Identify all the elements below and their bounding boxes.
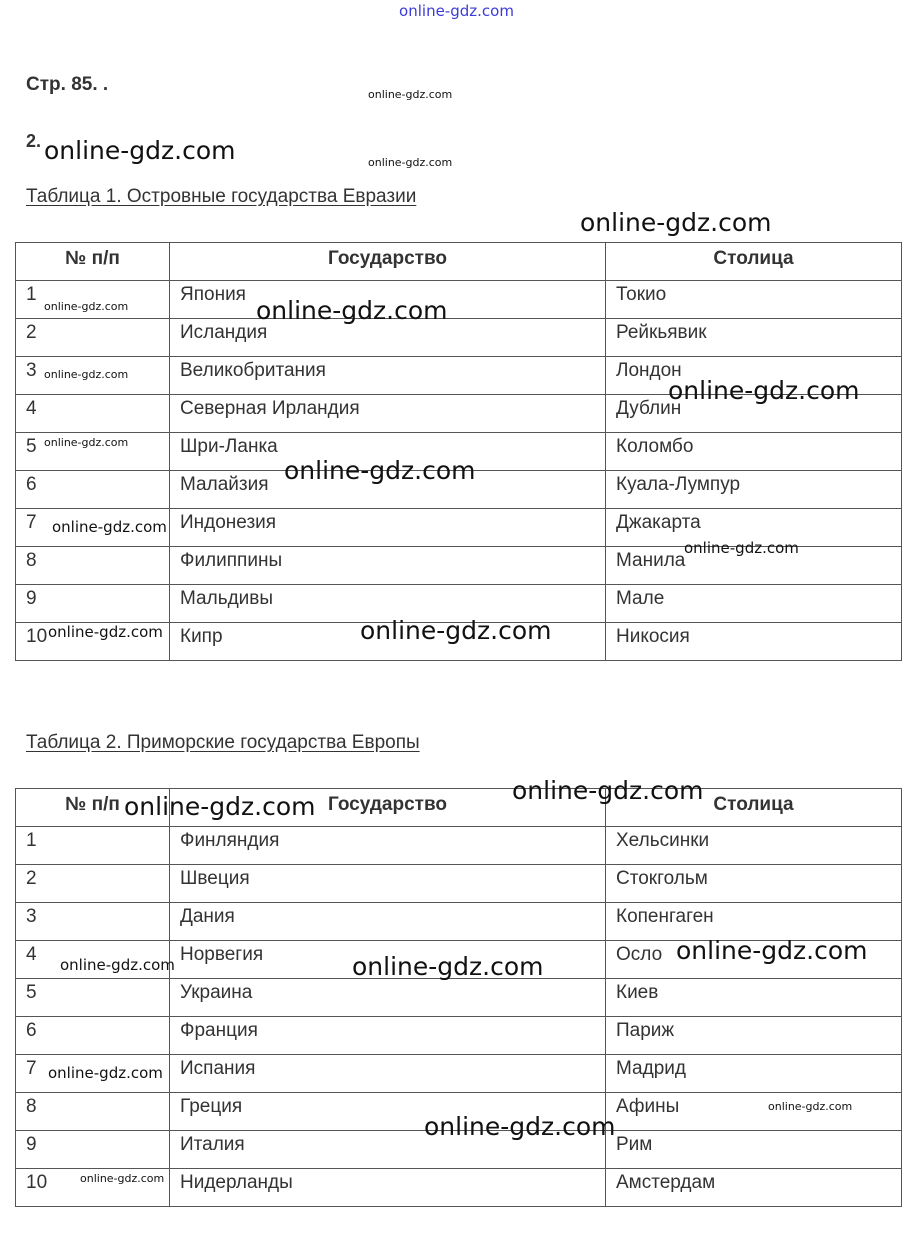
row-number: 6 bbox=[16, 471, 170, 509]
watermark: online-gdz.com bbox=[368, 156, 453, 169]
capital-name: Афины bbox=[606, 1093, 902, 1131]
row-number: 4 bbox=[16, 941, 170, 979]
watermark: online-gdz.com bbox=[580, 208, 772, 237]
row-number: 1 bbox=[16, 827, 170, 865]
table-row bbox=[16, 827, 902, 865]
watermark: online-gdz.com bbox=[48, 1064, 163, 1082]
table-row bbox=[16, 1017, 902, 1055]
table2-caption: Таблица 2. Приморские государства Европы bbox=[26, 732, 420, 753]
col-header-number: № п/п bbox=[16, 789, 170, 827]
page-reference: Стр. 85. . bbox=[26, 74, 109, 95]
watermark: online-gdz.com bbox=[368, 88, 453, 101]
state-name: Италия bbox=[170, 1131, 606, 1169]
col-header-capital: Столица bbox=[606, 789, 902, 827]
capital-name: Осло bbox=[606, 941, 902, 979]
row-number: 8 bbox=[16, 547, 170, 585]
watermark: online-gdz.com bbox=[676, 936, 868, 965]
table-row bbox=[16, 979, 902, 1017]
capital-name: Никосия bbox=[606, 623, 902, 661]
table-row bbox=[16, 865, 902, 903]
capital-name: Амстердам bbox=[606, 1169, 902, 1207]
row-number: 3 bbox=[16, 903, 170, 941]
row-number: 2 bbox=[16, 319, 170, 357]
watermark: online-gdz.com bbox=[668, 376, 860, 405]
table-row bbox=[16, 319, 902, 357]
col-header-state: Государство bbox=[170, 243, 606, 281]
state-name: Нидерланды bbox=[170, 1169, 606, 1207]
state-name: Япония bbox=[170, 281, 606, 319]
row-number: 2 bbox=[16, 865, 170, 903]
state-name: Франция bbox=[170, 1017, 606, 1055]
watermark: online-gdz.com bbox=[424, 1112, 616, 1141]
table1-island-states bbox=[15, 242, 902, 661]
watermark: online-gdz.com bbox=[44, 368, 129, 381]
capital-name: Дублин bbox=[606, 395, 902, 433]
watermark: online-gdz.com bbox=[44, 436, 129, 449]
capital-name: Токио bbox=[606, 281, 902, 319]
watermark: online-gdz.com bbox=[48, 623, 163, 641]
state-name: Украина bbox=[170, 979, 606, 1017]
table-row bbox=[16, 903, 902, 941]
capital-name: Манила bbox=[606, 547, 902, 585]
capital-name: Стокгольм bbox=[606, 865, 902, 903]
row-number: 9 bbox=[16, 585, 170, 623]
watermark: online-gdz.com bbox=[124, 792, 316, 821]
state-name: Финляндия bbox=[170, 827, 606, 865]
state-name: Шри-Ланка bbox=[170, 433, 606, 471]
state-name: Швеция bbox=[170, 865, 606, 903]
capital-name: Лондон bbox=[606, 357, 902, 395]
row-number: 8 bbox=[16, 1093, 170, 1131]
row-number: 7 bbox=[16, 1055, 170, 1093]
row-number: 10 bbox=[16, 1169, 170, 1207]
state-name: Великобритания bbox=[170, 357, 606, 395]
row-number: 6 bbox=[16, 1017, 170, 1055]
state-name: Малайзия bbox=[170, 471, 606, 509]
capital-name: Коломбо bbox=[606, 433, 902, 471]
capital-name: Рейкьявик bbox=[606, 319, 902, 357]
state-name: Мальдивы bbox=[170, 585, 606, 623]
capital-name: Рим bbox=[606, 1131, 902, 1169]
table-row bbox=[16, 281, 902, 319]
watermark: online-gdz.com bbox=[684, 539, 799, 557]
capital-name: Хельсинки bbox=[606, 827, 902, 865]
capital-name: Киев bbox=[606, 979, 902, 1017]
watermark: online-gdz.com bbox=[512, 776, 704, 805]
capital-name: Мадрид bbox=[606, 1055, 902, 1093]
watermark: online-gdz.com bbox=[60, 956, 175, 974]
state-name: Индонезия bbox=[170, 509, 606, 547]
col-header-state: Государство bbox=[170, 789, 606, 827]
capital-name: Копенгаген bbox=[606, 903, 902, 941]
state-name: Филиппины bbox=[170, 547, 606, 585]
state-name: Греция bbox=[170, 1093, 606, 1131]
state-name: Исландия bbox=[170, 319, 606, 357]
state-name: Северная Ирландия bbox=[170, 395, 606, 433]
table1-caption: Таблица 1. Островные государства Евразии bbox=[26, 186, 417, 207]
watermark: online-gdz.com bbox=[352, 952, 544, 981]
watermark: online-gdz.com bbox=[256, 296, 448, 325]
row-number: 7 bbox=[16, 509, 170, 547]
watermark: online-gdz.com bbox=[44, 300, 129, 313]
row-number: 1 bbox=[16, 281, 170, 319]
row-number: 5 bbox=[16, 979, 170, 1017]
row-number: 10 bbox=[16, 623, 170, 661]
table2-coastal-states bbox=[15, 788, 902, 1207]
watermark: online-gdz.com bbox=[284, 456, 476, 485]
state-name: Кипр bbox=[170, 623, 606, 661]
row-number: 3 bbox=[16, 357, 170, 395]
state-name: Норвегия bbox=[170, 941, 606, 979]
capital-name: Мале bbox=[606, 585, 902, 623]
row-number: 5 bbox=[16, 433, 170, 471]
task-number: 2. bbox=[26, 131, 42, 151]
row-number: 9 bbox=[16, 1131, 170, 1169]
watermark: online-gdz.com bbox=[52, 518, 167, 536]
capital-name: Куала-Лумпур bbox=[606, 471, 902, 509]
watermark: online-gdz.com bbox=[768, 1100, 853, 1113]
watermark: online-gdz.com bbox=[80, 1172, 165, 1185]
state-name: Дания bbox=[170, 903, 606, 941]
col-header-number: № п/п bbox=[16, 243, 170, 281]
watermark: online-gdz.com bbox=[360, 616, 552, 645]
site-header: online-gdz.com bbox=[399, 2, 514, 20]
col-header-capital: Столица bbox=[606, 243, 902, 281]
row-number: 4 bbox=[16, 395, 170, 433]
watermark: online-gdz.com bbox=[44, 136, 236, 165]
capital-name: Париж bbox=[606, 1017, 902, 1055]
capital-name: Джакарта bbox=[606, 509, 902, 547]
table1-header-row bbox=[16, 243, 902, 281]
state-name: Испания bbox=[170, 1055, 606, 1093]
